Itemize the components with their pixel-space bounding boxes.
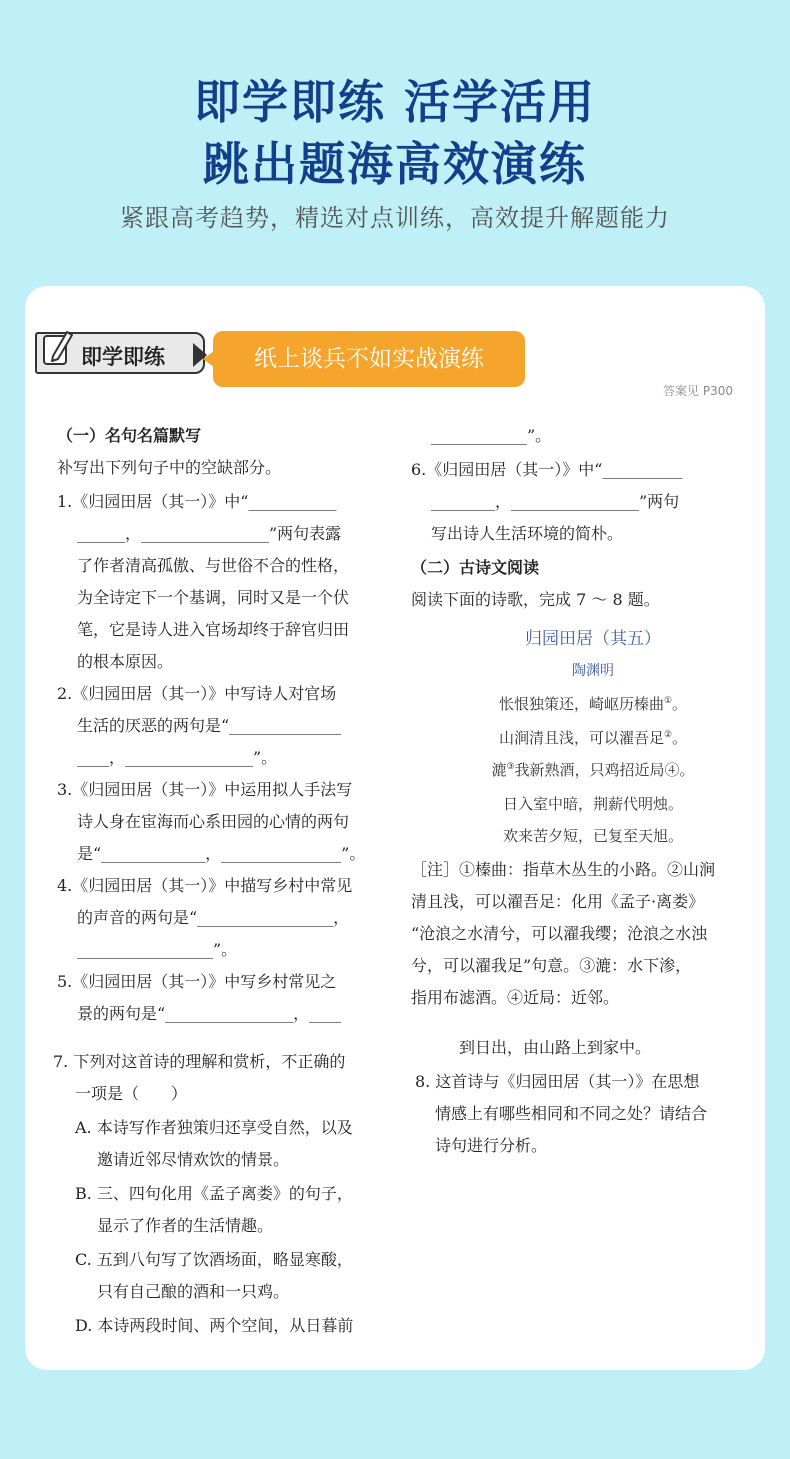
option-d-cont: 到日出，由山路上到家中。 (459, 1038, 652, 1057)
option-d: D. 本诗两段时间、两个空间，从日暮前 (75, 1316, 354, 1335)
question-4-line: 4.《归园田居（其一）》中描写乡村中常见 (57, 876, 353, 895)
question-1-line: 的根本原因。 (77, 652, 174, 671)
question-5-line: 景的两句是“________________，____ (77, 1004, 342, 1023)
question-8-line: 情感上有哪些相同和不同之处？请结合 (435, 1104, 708, 1123)
option-c-cont: 只有自己酿的酒和一只鸡。 (97, 1282, 290, 1301)
section-heading-1: （一）名句名篇默写 (57, 426, 202, 445)
option-b-cont: 显示了作者的生活情趣。 (97, 1216, 274, 1235)
option-a: A. 本诗写作者独策归还享受自然，以及 (75, 1118, 353, 1137)
section-tag-label: 即学即练 (81, 345, 165, 369)
question-8-line: 8. 这首诗与《归园田居（其一）》在思想 (415, 1072, 700, 1091)
question-3-line: 是“_____________，_______________”。 (77, 844, 366, 863)
poem-line: 漉③我新熟酒，只鸡招近局④。 (491, 761, 695, 779)
footnote-mark: ② (663, 730, 673, 740)
question-2-line: ____，________________”。 (77, 748, 278, 767)
section-tag (35, 332, 205, 374)
note-line: 兮，可以濯我足”句意。③漉：水下渗， (411, 956, 692, 975)
poem-line: 日入室中暗，荆薪代明烛。 (502, 795, 683, 813)
poem-line: 怅恨独策还，崎岖历榛曲①。 (498, 695, 688, 713)
question-3-line: 3.《归园田居（其一）》中运用拟人手法写 (57, 780, 353, 799)
note-line: 指用布滤酒。④近局：近邻。 (411, 988, 620, 1007)
question-1-line: ______，________________”两句表露 (77, 524, 342, 543)
footnote-mark: ① (663, 696, 673, 706)
poem-line: 欢来苦夕短，已复至天旭。 (502, 827, 683, 845)
option-a-cont: 邀请近邻尽情欢饮的情景。 (97, 1150, 290, 1169)
note-line: 清且浅，可以濯吾足：化用《孟子·离娄》 (411, 892, 705, 911)
poem-title: 归园田居（其五） (525, 629, 661, 649)
question-2-line: 2.《归园田居（其一）》中写诗人对官场 (57, 684, 337, 703)
question-1-line: 为全诗定下一个基调，同时又是一个伏 (77, 588, 350, 607)
question-4-line: 的声音的两句是“_________________， (77, 908, 350, 927)
callout-banner: 纸上谈兵不如实战演练 (213, 331, 525, 387)
hero-title-line-2: 跳出题海高效演练 (203, 137, 587, 191)
question-5-cont: ____________”。 (431, 426, 552, 445)
section-heading-2: （二）古诗文阅读 (411, 558, 540, 577)
poem-author: 陶渊明 (572, 663, 614, 679)
exercise-card (25, 286, 765, 1370)
question-4-line: _________________”。 (77, 940, 238, 959)
question-6-line: 写出诗人生活环境的简朴。 (431, 524, 624, 543)
reading-instruction: 阅读下面的诗歌，完成 7 ～ 8 题。 (411, 590, 660, 609)
question-1-line: 笔，它是诗人进入官场却终于辞官归田 (77, 620, 350, 639)
answer-reference: 答案见 P300 (663, 384, 733, 398)
option-c: C. 五到八句写了饮酒场面，略显寒酸， (75, 1250, 353, 1269)
question-8-line: 诗句进行分析。 (435, 1136, 548, 1155)
pencil-note-icon (41, 326, 75, 370)
question-3-line: 诗人身在宦海而心系田园的心情的两句 (77, 812, 350, 831)
note-line: ［注］①榛曲：指草木丛生的小路。②山涧 (411, 860, 716, 879)
poem-line: 山涧清且浅，可以濯吾足②。 (498, 729, 688, 747)
question-1-line: 1.《归园田居（其一）》中“___________ (57, 492, 337, 511)
question-6-line: ________，________________”两句 (431, 492, 680, 511)
question-6-line: 6.《归园田居（其一）》中“__________ (411, 460, 683, 479)
note-line: “沧浪之水清兮，可以濯我缨；沧浪之水浊 (411, 924, 708, 943)
footnote-mark: ③ (506, 762, 515, 772)
option-b: B. 三、四句化用《孟子离娄》的句子， (75, 1184, 353, 1203)
hero-subtitle: 紧跟高考趋势，精选对点训练，高效提升解题能力 (120, 204, 670, 232)
question-7-line: 7. 下列对这首诗的理解和赏析，不正确的 (53, 1052, 346, 1071)
text-line: 补写出下列句子中的空缺部分。 (57, 458, 282, 477)
question-1-line: 了作者清高孤傲、与世俗不合的性格， (77, 556, 350, 575)
hero-title-line-1: 即学即练 活学活用 (193, 75, 596, 129)
question-5-line: 5.《归园田居（其一）》中写乡村常见之 (57, 972, 337, 991)
question-2-line: 生活的厌恶的两句是“______________ (77, 716, 342, 735)
question-7-line: 一项是（ ） (75, 1084, 188, 1103)
